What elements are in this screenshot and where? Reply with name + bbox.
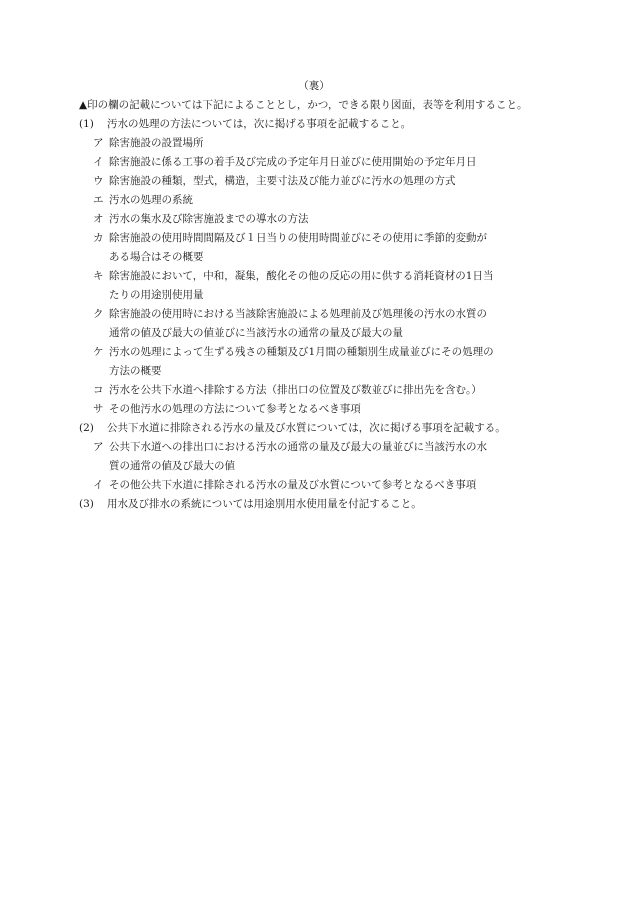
document-page: [79, 77, 549, 514]
list-item: [93, 343, 549, 381]
section-text: 用水及び排水の系統については用途別用水使用量を付記すること。: [107, 498, 422, 510]
item-text: 除害施設に係る工事の着手及び完成の予定年月日並びに使用開始の予定年月日: [109, 156, 477, 168]
item-continuation: 通常の値及び最大の値並びに当該汚水の通常の量及び最大の量: [109, 327, 403, 339]
list-item: [93, 229, 549, 267]
section-1: [79, 115, 549, 419]
item-letter: カ: [93, 232, 104, 244]
sections-container: [79, 115, 549, 514]
item-text: 汚水の処理の系統: [109, 194, 193, 206]
section-heading: [79, 495, 549, 514]
list-item: [93, 172, 549, 191]
intro-paragraph: ▲印の欄の記載については下記によることとし，かつ，できる限り図面，表等を利用すること。: [79, 99, 528, 111]
item-letter: コ: [93, 384, 104, 396]
list-item: [93, 191, 549, 210]
section-text: 公共下水道に排除される汚水の量及び水質については，次に掲げる事項を記載する。: [107, 422, 506, 434]
list-item: [93, 438, 549, 476]
section-number: (2): [79, 422, 94, 434]
item-letter: オ: [93, 213, 104, 225]
item-text: 汚水の処理によって生ずる残さの種類及び1月間の種類別生成量並びにその処理の: [109, 346, 494, 358]
list-item: [93, 400, 549, 419]
item-letter: ク: [93, 308, 104, 320]
section-3: [79, 495, 549, 514]
section-heading: [79, 419, 549, 438]
item-text: その他汚水の処理の方法について参考となるべき事項: [109, 403, 361, 415]
section-2: [79, 419, 549, 495]
item-text: その他公共下水道に排除される汚水の量及び水質について参考となるべき事項: [109, 479, 477, 491]
item-continuation: 質の通常の値及び最大の値: [109, 460, 235, 472]
list-item: [93, 476, 549, 495]
item-letter: ア: [93, 137, 104, 149]
list-item: [93, 267, 549, 305]
item-letter: イ: [93, 156, 104, 168]
item-text: 除害施設の使用時間間隔及び１日当りの使用時間並びにその使用に季節的変動が: [109, 232, 487, 244]
item-continuation: たりの用途別使用量: [109, 289, 204, 301]
page-heading: （裏）: [298, 80, 330, 92]
list-item: [93, 210, 549, 229]
item-letter: ケ: [93, 346, 104, 358]
list-item: [93, 305, 549, 343]
item-letter: エ: [93, 194, 104, 206]
item-letter: サ: [93, 403, 104, 415]
item-letter: ア: [93, 441, 104, 453]
section-number: (1): [79, 118, 94, 130]
list-item: [93, 153, 549, 172]
list-item: [93, 381, 549, 400]
item-text: 除害施設の使用時における当該除害施設による処理前及び処理後の汚水の水質の: [109, 308, 487, 320]
item-text: 除害施設において，中和，凝集，酸化その他の反応の用に供する消耗資材の1日当: [109, 270, 494, 282]
item-text: 除害施設の設置場所: [109, 137, 204, 149]
item-text: 除害施設の種類，型式，構造，主要寸法及び能力並びに汚水の処理の方式: [109, 175, 456, 187]
item-text: 汚水の集水及び除害施設までの導水の方法: [109, 213, 309, 225]
item-continuation: ある場合はその概要: [109, 251, 204, 263]
item-letter: ウ: [93, 175, 104, 187]
item-text: 公共下水道への排出口における汚水の通常の量及び最大の量並びに当該汚水の水: [109, 441, 487, 453]
section-number: (3): [79, 498, 94, 510]
section-heading: [79, 115, 549, 134]
section-text: 汚水の処理の方法については，次に掲げる事項を記載すること。: [107, 118, 412, 130]
item-letter: キ: [93, 270, 104, 282]
item-continuation: 方法の概要: [109, 365, 162, 377]
item-text: 汚水を公共下水道へ排除する方法（排出口の位置及び数並びに排出先を含む。）: [109, 384, 482, 396]
item-letter: イ: [93, 479, 104, 491]
list-item: [93, 134, 549, 153]
